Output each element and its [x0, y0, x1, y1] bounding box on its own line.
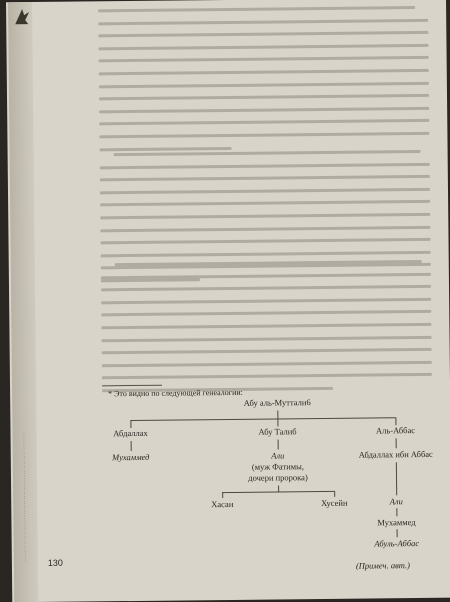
- tree-line: [277, 410, 278, 418]
- tree-line: [397, 529, 398, 537]
- tree-node-ali-note-2: дочери пророка): [248, 472, 308, 483]
- tree-line: [395, 417, 396, 425]
- tree-line: [278, 439, 279, 449]
- tree-line: [130, 417, 395, 421]
- book-emblem-icon: [12, 6, 32, 28]
- tree-line: [396, 508, 397, 516]
- tree-line: [222, 491, 334, 493]
- tree-node-ali-2: Али: [389, 496, 403, 507]
- tree-node-root: Абу аль-Муттали6: [243, 397, 311, 408]
- tree-line: [396, 462, 397, 495]
- footnote: * Это видно по следующей генеалогии:: [108, 387, 243, 399]
- tree-node-muhammad-2: Мухаммед: [377, 517, 416, 528]
- tree-node-ali: Али: [271, 450, 285, 461]
- tree-node-husein: Хусейн: [321, 497, 348, 509]
- tree-line: [277, 418, 278, 426]
- tree-node-abul-abbas: Абуль-Аббас: [374, 538, 420, 549]
- tree-line: [222, 492, 223, 498]
- tree-line: [396, 438, 397, 448]
- body-text-paragraph-3: [101, 260, 432, 402]
- page-number: 130: [47, 557, 63, 568]
- tree-line: [131, 441, 132, 451]
- tree-node-hasan: Хасан: [211, 498, 234, 510]
- tree-line: [130, 420, 131, 428]
- genealogy-tree: [102, 396, 444, 570]
- tree-node-al-abbas: Аль-Аббас: [375, 425, 416, 436]
- book-page: [6, 0, 450, 602]
- running-head-vertical: ····················································: [21, 432, 29, 563]
- tree-node-ali-note-1: (муж Фатимы,: [251, 461, 304, 472]
- tree-line: [334, 491, 335, 497]
- tree-node-abdallah-ibn-abbas: Абдаллах ибн Аббас: [358, 448, 433, 460]
- tree-node-muhammad: Мухаммед: [112, 451, 150, 463]
- tree-node-abdallah: Абдаллах: [113, 427, 148, 439]
- tree-node-abu-talib: Абу Талиб: [258, 426, 297, 437]
- body-text-paragraph-1: [98, 6, 430, 161]
- author-note: (Примеч. авт.): [355, 560, 410, 571]
